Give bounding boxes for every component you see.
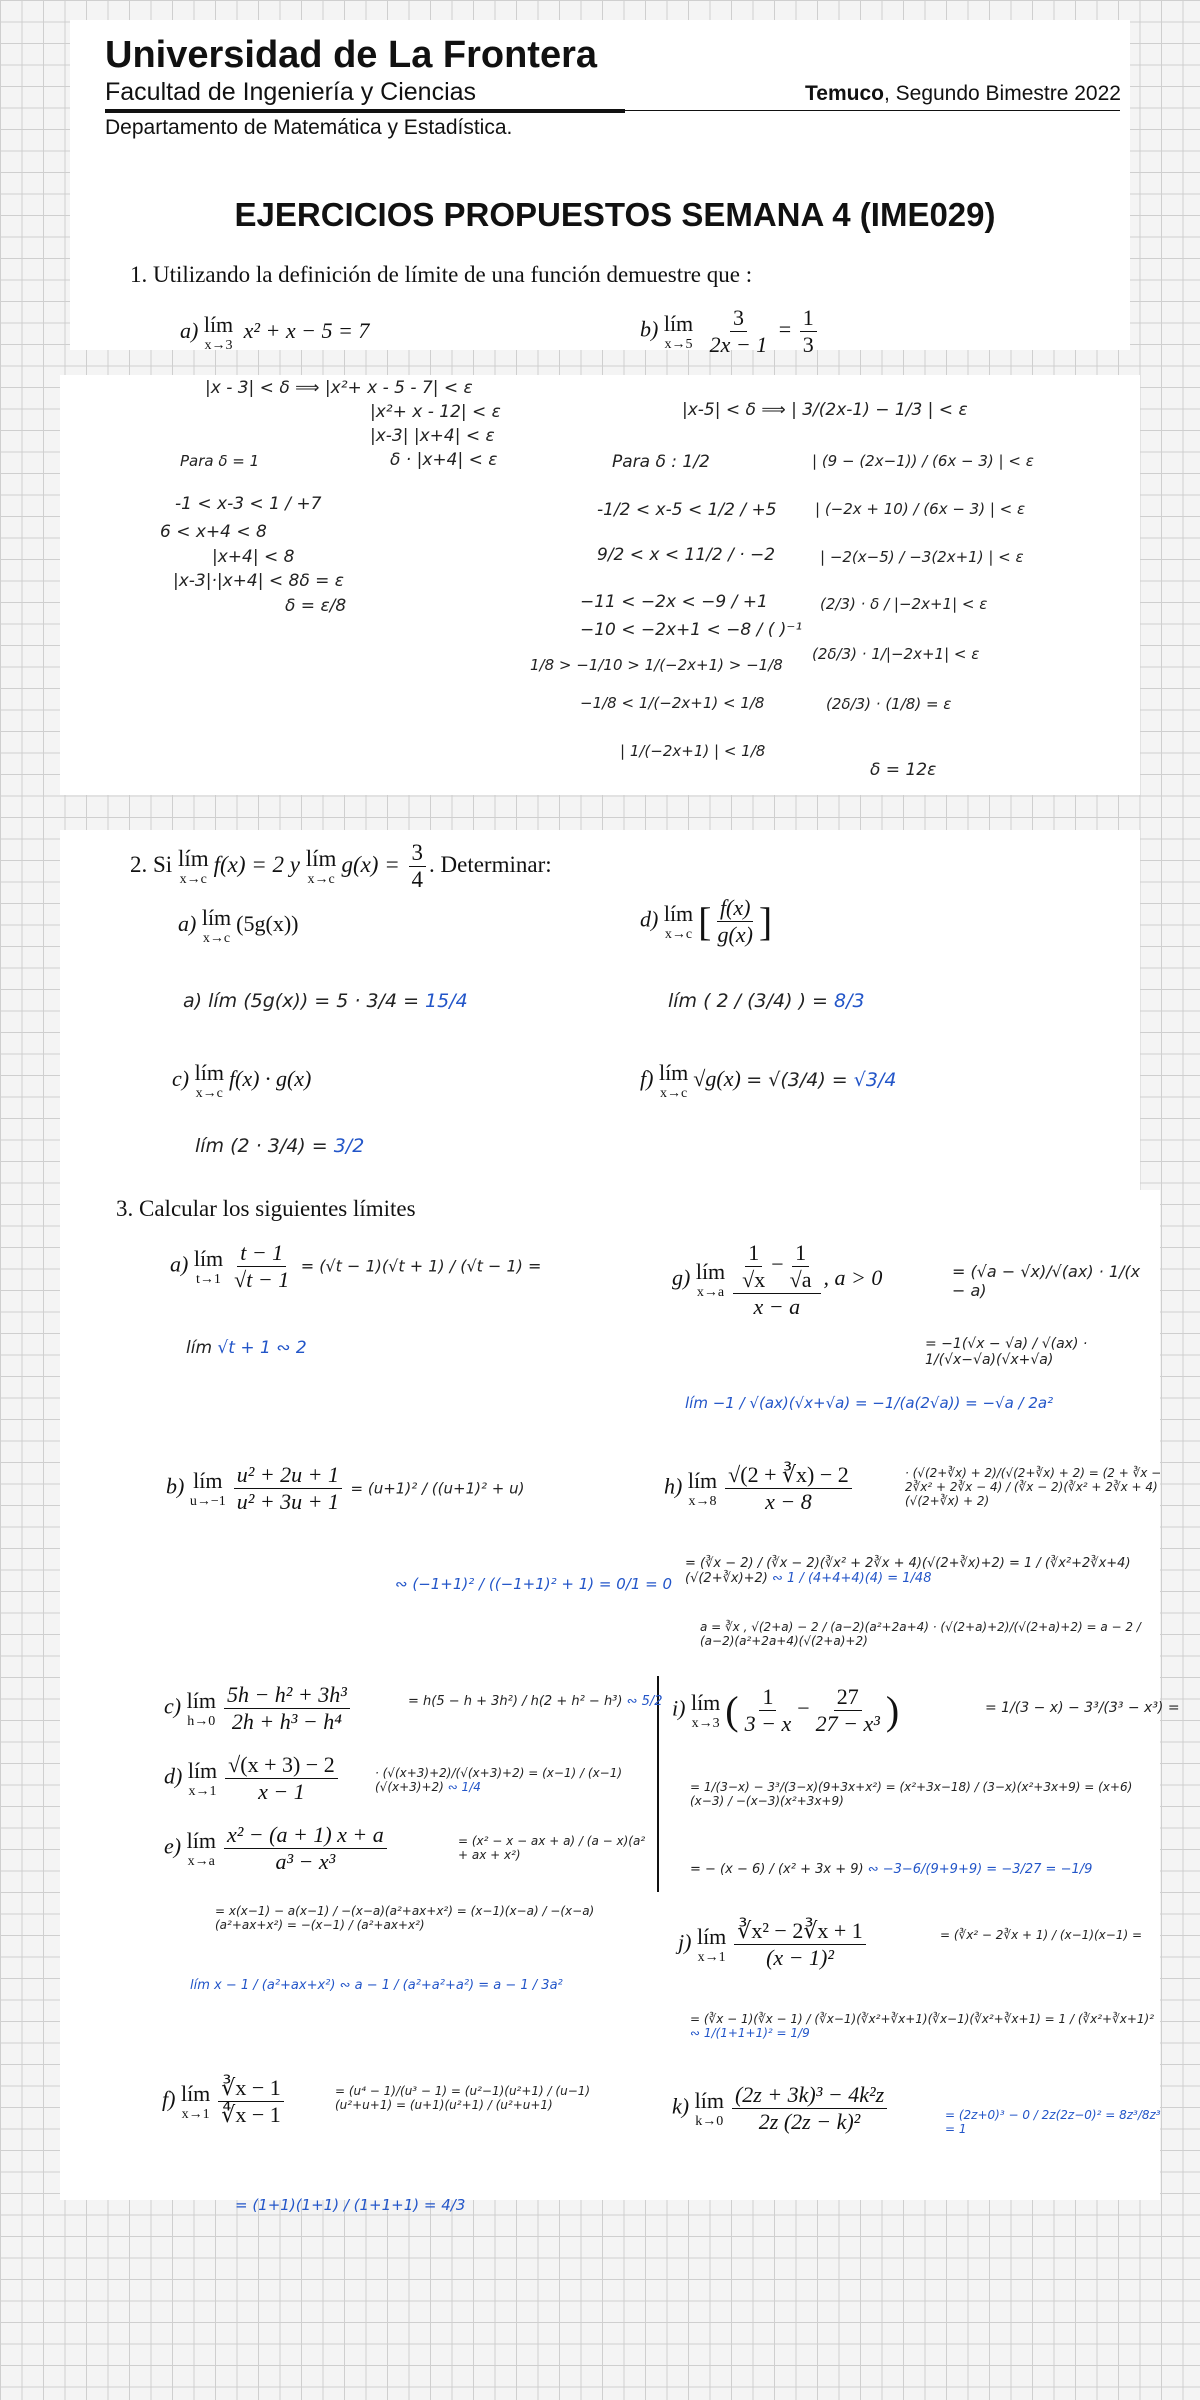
ex3-a-hand2-text: lím (186, 1338, 218, 1358)
ex3-a-lim (194, 1246, 223, 1288)
ex3-f-hand2: = (1+1)(1+1) / (1+1+1) = 4/3 (235, 2196, 466, 2214)
lim-word: lím (193, 1245, 224, 1271)
ex3-a-label: a) (170, 1251, 189, 1277)
ex3-j-hand: = (∛x² − 2∛x + 1) / (x−1)(x−1) = (940, 1928, 1143, 1942)
ex1b-hand-15: | 1/(−2x+1) | < 1/8 (620, 742, 766, 760)
ex3-g-frac (733, 1240, 820, 1320)
ex3-c (164, 1682, 353, 1735)
ex3-i-hand3 (690, 1862, 1092, 1877)
lim-sub: x→c (202, 931, 231, 946)
den: 3 (802, 332, 814, 357)
ex2-post: . Determinar: (429, 851, 552, 877)
ex2-frac (409, 840, 427, 893)
ex3-g-hand2: = −1(√x − √a) / √(ax) · 1/(√x−√a)(√x+√a) (925, 1336, 1088, 1368)
ex3-i-hand: = 1/(3 − x) − 3³/(3³ − x³) = (985, 1700, 1180, 1716)
ex3-i-lim (691, 1690, 720, 1732)
lim-sub: x→a (696, 1285, 725, 1300)
ex1b-hand-8: −11 < −2x < −9 / +1 (580, 592, 768, 612)
lim-word: lím (695, 1259, 726, 1284)
ex3-i: i) lím x→3 ( $\frac{1}{3 - x}$ − $\frac{27}{\text{27 − x³}}$ ) (672, 1684, 900, 1736)
ex3-e (164, 1822, 390, 1875)
ex3-d-frac (225, 1752, 338, 1805)
lim-sub: x→c (664, 926, 693, 942)
ex3-h-lim (688, 1468, 717, 1510)
den: (x − 1)² (766, 1945, 834, 1970)
ex1-b: b) lím x→5 $\frac{3}{2x - 1}$ = $\frac{1}{3}$ (640, 305, 820, 358)
lim-word: lím (687, 1467, 718, 1493)
ex3-b-hand2: ∾ (−1+1)² / ((−1+1)² + 1) = 0/1 = 0 (395, 1575, 673, 1593)
ex1a-hand-8: |x+4| < 8 (212, 547, 295, 567)
ex2-a-hand-text: a) lím (5g(x)) = 5 · 3/4 = (183, 990, 426, 1012)
den: u² + 3u + 1 (236, 1489, 340, 1514)
ex2-c-hand (195, 1135, 364, 1157)
lim-word: lím (694, 2087, 724, 2113)
ex3-e-label: e) (164, 1833, 182, 1859)
ex3-g-cond: , a > 0 (823, 1265, 883, 1291)
ex1b-hand-14: (2δ/3) · (1/8) = ε (826, 695, 952, 713)
ex3-b (166, 1462, 524, 1515)
lim-word: lím (658, 1060, 689, 1085)
den: √a (789, 1267, 812, 1292)
ex3-statement: 3. Calcular los siguientes límites (116, 1196, 416, 1221)
page-title: EJERCICIOS PROPUESTOS SEMANA 4 (IME029) (234, 196, 996, 233)
lim-sub: x→c (179, 871, 207, 887)
lim-word: lím (193, 1467, 223, 1493)
ex1-a-label: a) (180, 318, 199, 344)
num: 1 (792, 1240, 809, 1267)
ex3-h-result: ∾ 1 / (4+4+4)(4) = 1/48 (772, 1571, 932, 1586)
ex3-c-label: c) (164, 1693, 182, 1719)
num: 1 (745, 1240, 762, 1267)
ex3-g-hand3: lím −1 / √(ax)(√x+√a) = −1/(a(2√a)) = −√a / 2a² (685, 1394, 1054, 1412)
lim-word: lím (177, 845, 209, 871)
ex3-c-hand-text: = h(5 − h + 3h²) / h(2 + h² − h³) (408, 1694, 623, 1709)
num: u² + 2u + 1 (234, 1462, 342, 1489)
ex1-a-expr: x² + x − 5 = 7 (243, 318, 370, 344)
lim-sub: u→−1 (189, 1493, 226, 1509)
ex3-c-frac (224, 1682, 350, 1735)
lim-word: lím (186, 1687, 216, 1713)
num: x² − (a + 1) x + a (224, 1822, 387, 1849)
ex1-a-lim (204, 312, 233, 354)
ex3-b-label: b) (166, 1473, 185, 1499)
num: t − 1 (237, 1240, 286, 1267)
ex3-j-label: j) (678, 1929, 692, 1955)
num: f(x) (717, 895, 754, 922)
lim-word: lím (690, 1689, 721, 1715)
lim-word: lím (186, 1827, 216, 1853)
num: ∛x² − 2∛x + 1 (734, 1918, 865, 1945)
department-name: Departamento de Matemática y Estadística. (105, 116, 513, 139)
lim-sub: t→1 (196, 1271, 221, 1287)
ex2-lim-f (178, 846, 209, 888)
ex3-j-hand2-text: = (∛x − 1)(∛x − 1) / (∛x−1)(∛x²+∛x+1)(∛x−1)(∛x²+∛x+1) = 1 / (∛x²+∛x+1)² (690, 2012, 1155, 2026)
lim-word: lím (180, 2080, 211, 2106)
lim-sub: x→c (660, 1086, 688, 1101)
ex2-f-label: f) (640, 1066, 654, 1092)
ex2-f-hand-text: = √(3/4) = (746, 1069, 854, 1092)
den: √t − 1 (234, 1267, 290, 1292)
ex3-g (672, 1240, 882, 1320)
ex1-a (180, 312, 369, 354)
den: x − 8 (765, 1489, 812, 1514)
ex2-lim-g (306, 846, 337, 888)
ex1b-hand-10: −10 < −2x+1 < −8 / ( )⁻¹ (580, 620, 803, 640)
ex3-k-lim (695, 2088, 724, 2130)
lim-sub: x→a (187, 1853, 215, 1869)
ex3-h-label: h) (664, 1473, 683, 1499)
ex3-h (664, 1462, 855, 1515)
ex3-b-frac (234, 1462, 342, 1515)
lim-sub: k→0 (695, 2113, 724, 2129)
ex3-h-hand3: a = ∛x , √(2+a) − 2 / (a−2)(a²+2a+4) · (√(2+a)+2)/(√(2+a)+2) = a − 2 / (a−2)(a²+2a+4)(√(2+a)+2) (700, 1620, 1141, 1648)
ex2-d-label: d) (640, 906, 659, 932)
lim-sub: x→3 (204, 338, 233, 353)
ex1b-hand-12: (2δ/3) · 1/|−2x+1| < ε (812, 645, 980, 663)
ex3-a-hand2 (186, 1338, 307, 1358)
ex1a-hand-9: |x-3|·|x+4| < 8δ = ε (173, 571, 344, 591)
num: 3 (409, 840, 427, 867)
period: , Segundo Bimestre 2022 (883, 82, 1121, 105)
city: Temuco (805, 82, 884, 105)
ex3-e-hand: = (x² − x − ax + a) / (a − x)(a² + ax + x²) (458, 1834, 646, 1862)
ex3-b-lim (190, 1468, 226, 1510)
ex3-c-result: ∾ 5/2 (626, 1694, 663, 1709)
ex1a-hand-4: δ · |x+4| < ε (390, 450, 498, 470)
lim-sub: x→1 (181, 2106, 210, 2122)
ex3-j (678, 1918, 869, 1971)
ex3-j-hand2 (690, 2012, 1160, 2040)
ex2-a-hand (183, 990, 468, 1012)
den: g(x) (717, 922, 753, 947)
num: 1 (759, 1684, 776, 1711)
ex1a-hand-5: Para δ = 1 (180, 452, 260, 470)
ex3-i-label: i) (672, 1695, 686, 1721)
den: 27 − x³ (815, 1711, 880, 1736)
num: 5h − h² + 3h³ (224, 1682, 350, 1709)
num: 27 (834, 1684, 862, 1711)
ex3-d (164, 1752, 341, 1805)
ex1b-hand-2: Para δ : 1/2 (612, 452, 710, 472)
den: 2z (2z − k)² (758, 2109, 861, 2134)
ex3-k-label: k) (672, 2093, 690, 2119)
ex3-h-hand2 (685, 1556, 1175, 1586)
ex1b-hand-9: (2/3) · δ / |−2x+1| < ε (820, 595, 988, 613)
ex3-h-hand: · (√(2+∛x) + 2)/(√(2+∛x) + 2) = (2 + ∛x − 2∛x² + 2∛x − 4) / (∛x − 2)(∛x² + 2∛x + 4)(√(2+∛x) + 2) (905, 1466, 1162, 1508)
ex2-mid: f(x) = 2 y (213, 851, 301, 877)
den: a³ − x³ (275, 1849, 336, 1874)
ex1b-hand-13: −1/8 < 1/(−2x+1) < 1/8 (580, 694, 765, 712)
ex2-c-result: 3/2 (333, 1135, 365, 1157)
ex1a-hand-2: |x²+ x - 12| < ε (370, 402, 501, 422)
ex1b-hand-16: δ = 12ε (870, 760, 937, 780)
ex1b-hand-6: 9/2 < x < 11/2 / · −2 (597, 545, 776, 565)
ex3-f-lim (181, 2081, 210, 2123)
ex1b-hand-5: | (−2x + 10) / (6x − 3) | < ε (815, 500, 1026, 518)
lim-word: lím (194, 1060, 224, 1085)
ex1-b-frac (707, 305, 771, 358)
ex1a-hand-10: δ = ε/8 (285, 596, 347, 616)
lim-sub: x→1 (188, 1783, 217, 1799)
ex3-j-result: ∾ 1/(1+1+1)² = 1/9 (690, 2026, 810, 2040)
ex2-d-frac (715, 895, 756, 948)
lim-sub: x→c (307, 871, 335, 887)
lim-word: lím (187, 1757, 218, 1783)
ex2-a-expr: (5g(x)) (236, 911, 299, 937)
ex3-f-label: f) (162, 2086, 176, 2112)
ex2-d-lim (664, 901, 693, 943)
ex2-c-hand-text: lím (2 · 3/4) = (195, 1135, 334, 1157)
ex1b-hand-11: 1/8 > −1/10 > 1/(−2x+1) > −1/8 (530, 656, 783, 674)
ex2-a (178, 905, 298, 947)
ex3-a-result: √t + 1 ∾ 2 (217, 1338, 307, 1358)
ex3-h-frac (725, 1462, 852, 1515)
header-rule-thin (625, 110, 1120, 111)
den: √x (742, 1267, 766, 1292)
ex3-c-hand (408, 1694, 663, 1709)
den: ∜x − 1 (221, 2102, 281, 2127)
ex3-j-frac (734, 1918, 865, 1971)
lim-word: lím (663, 900, 694, 926)
g-f2 (787, 1240, 815, 1293)
ex3-d-label: d) (164, 1763, 183, 1789)
ex3-b-hand: = (u+1)² / ((u+1)² + u) (350, 1479, 525, 1498)
university-name: Universidad de La Frontera (105, 34, 598, 76)
ex3-k-hand: = (2z+0)³ − 0 / 2z(2z−0)² = 8z³/8z³ = 1 (945, 2108, 1161, 2136)
g-f1 (739, 1240, 768, 1293)
ex1a-hand-6: -1 < x-3 < 1 / +7 (175, 494, 322, 514)
ex3-f-hand: = (u⁴ − 1)/(u³ − 1) = (u²−1)(u²+1) / (u−1)(u²+u+1) = (u+1)(u²+1) / (u²+u+1) (335, 2084, 591, 2112)
ex3-g-lim (696, 1259, 725, 1301)
ex1b-hand-3: | (9 − (2x−1)) / (6x − 3) | < ε (812, 452, 1034, 470)
ex3-a-frac (231, 1240, 292, 1293)
ex3-a (170, 1240, 541, 1293)
ex3-e-hand3: lím x − 1 / (a²+ax+x²) ∾ a − 1 / (a²+a²+a²) = a − 1 / 3a² (190, 1978, 563, 1993)
ex1b-hand-1: |x-5| < δ ⟹ | 3/(2x-1) − 1/3 | < ε (682, 400, 968, 420)
ex2-f-result: √3/4 (853, 1069, 897, 1092)
ex2-a-lim (202, 905, 231, 947)
ex1-b-lim (664, 311, 693, 353)
lim-sub: h→0 (187, 1713, 216, 1729)
ex2-a-label: a) (178, 911, 197, 937)
lim-word: lím (305, 845, 337, 871)
ex1-b-label: b) (640, 316, 659, 342)
ex2-c-label: c) (172, 1066, 190, 1092)
ex3-c-lim (187, 1688, 216, 1730)
num: $\frac{1}{√x}$ − $\frac{1}{√a}$ (733, 1240, 820, 1294)
num: 1 (800, 305, 817, 332)
lim-word: lím (201, 905, 232, 930)
location-period (805, 82, 1121, 106)
lim-sub: x→5 (664, 336, 693, 352)
den: 4 (411, 867, 423, 892)
ex3-i-hand3-text: = − (x − 6) / (x² + 3x + 9) (690, 1862, 864, 1877)
lim-sub: x→1 (697, 1949, 726, 1965)
ex3-d-hand (375, 1766, 645, 1794)
ex3-k-frac (732, 2082, 887, 2135)
ex2-a-result: 15/4 (425, 990, 468, 1012)
den: 2x − 1 (709, 332, 768, 357)
num: √(2 + ∛x) − 2 (725, 1462, 852, 1489)
ex2-pre: 2. Si (130, 851, 173, 877)
ex3-d-result: ∾ 1/4 (447, 1780, 481, 1794)
ex3-e-frac (224, 1822, 387, 1875)
den: x − a (753, 1294, 801, 1319)
ex2-f (640, 1060, 896, 1102)
ex2-d-result: 8/3 (833, 990, 865, 1012)
ex2-d-hand-text: lím ( 2 / (3/4) ) = (668, 990, 834, 1012)
num: (2z + 3k)³ − 4k²z (732, 2082, 887, 2109)
ex2-c-lim (195, 1060, 224, 1102)
lim-sub: x→3 (691, 1715, 720, 1731)
ex1-b-rhs (800, 305, 817, 358)
ex2-f-hand (746, 1069, 896, 1091)
header-rule-thick (105, 109, 625, 113)
num: 3 (730, 305, 747, 332)
den: 2h + h³ − h⁴ (231, 1709, 342, 1734)
ex1b-hand-4: -1/2 < x-5 < 1/2 / +5 (597, 500, 777, 520)
num: ∛x − 1 (218, 2075, 283, 2102)
ex3-d-hand-text: · (√(x+3)+2)/(√(x+3)+2) = (x−1) / (x−1)(√(x+3)+2) (375, 1766, 623, 1794)
ex3-i-result: ∾ −3−6/(9+9+9) = −3/27 = −1/9 (867, 1862, 1093, 1877)
den: x − 1 (258, 1779, 305, 1804)
ex1a-hand-7: 6 < x+4 < 8 (160, 522, 267, 542)
faculty-name: Facultad de Ingeniería y Ciencias (105, 78, 477, 106)
ex3-k (672, 2082, 890, 2135)
lim-word: lím (696, 1923, 727, 1949)
ex2-d-hand (668, 990, 865, 1012)
ex3-i-frac2 (813, 1684, 883, 1737)
num: √(x + 3) − 2 (225, 1752, 338, 1779)
ex2-d: d) lím x→c [ $\frac{f(x)}{g(x)}$ ] (640, 895, 773, 947)
lim-sub: x→c (195, 1086, 223, 1101)
ex1a-hand-1: |x - 3| < δ ⟹ |x²+ x - 5 - 7| < ε (205, 378, 473, 398)
ex3-f-frac (218, 2075, 283, 2128)
ex2-c (172, 1060, 311, 1102)
lim-word: lím (663, 310, 694, 336)
ex1a-hand-3: |x-3| |x+4| < ε (370, 426, 495, 446)
ex3-g-hand: = (√a − √x)/√(ax) · 1/(x − a) (952, 1262, 1141, 1300)
ex3-g-label: g) (672, 1265, 691, 1291)
ex3-d-lim (188, 1758, 217, 1800)
ex2-c-expr: f(x) · g(x) (228, 1066, 312, 1092)
ex2-statement (130, 840, 552, 893)
den: 3 − x (744, 1711, 792, 1736)
lim-word: lím (203, 312, 234, 337)
ex3-e-lim (187, 1828, 216, 1870)
ex3-i-hand2: = 1/(3−x) − 3³/(3−x)(9+3x+x²) = (x²+3x−18) / (3−x)(x²+3x+9) = (x+6)(x−3) / −(x−3)(x²+3x+9) (690, 1780, 1133, 1808)
ex2-f-expr: √g(x) (693, 1066, 741, 1092)
ex1-statement: 1. Utilizando la definición de límite de una función demuestre que : (130, 262, 753, 287)
ex2-g: g(x) = (341, 851, 400, 877)
ex1b-hand-7: | −2(x−5) / −3(2x+1) | < ε (820, 548, 1024, 566)
lim-sub: x→8 (688, 1493, 717, 1509)
ex3-e-hand2: = x(x−1) − a(x−1) / −(x−a)(a²+ax+x²) = (x−1)(x−a) / −(x−a)(a²+ax+x²) = −(x−1) / (a²+ax+x²) (215, 1904, 595, 1932)
ex3-i-frac1 (742, 1684, 795, 1737)
ex3-f (162, 2075, 287, 2128)
ex3-h-hand2-text: = (∛x − 2) / (∛x − 2)(∛x² + 2∛x + 4)(√(2+∛x)+2) = 1 / (∛x²+2∛x+4)(√(2+∛x)+2) (685, 1556, 1131, 1586)
ex2-f-lim (659, 1060, 688, 1102)
ex3-j-lim (697, 1924, 726, 1966)
ex3-a-hand: = (√t − 1)(√t + 1) / (√t − 1) = (300, 1256, 542, 1276)
